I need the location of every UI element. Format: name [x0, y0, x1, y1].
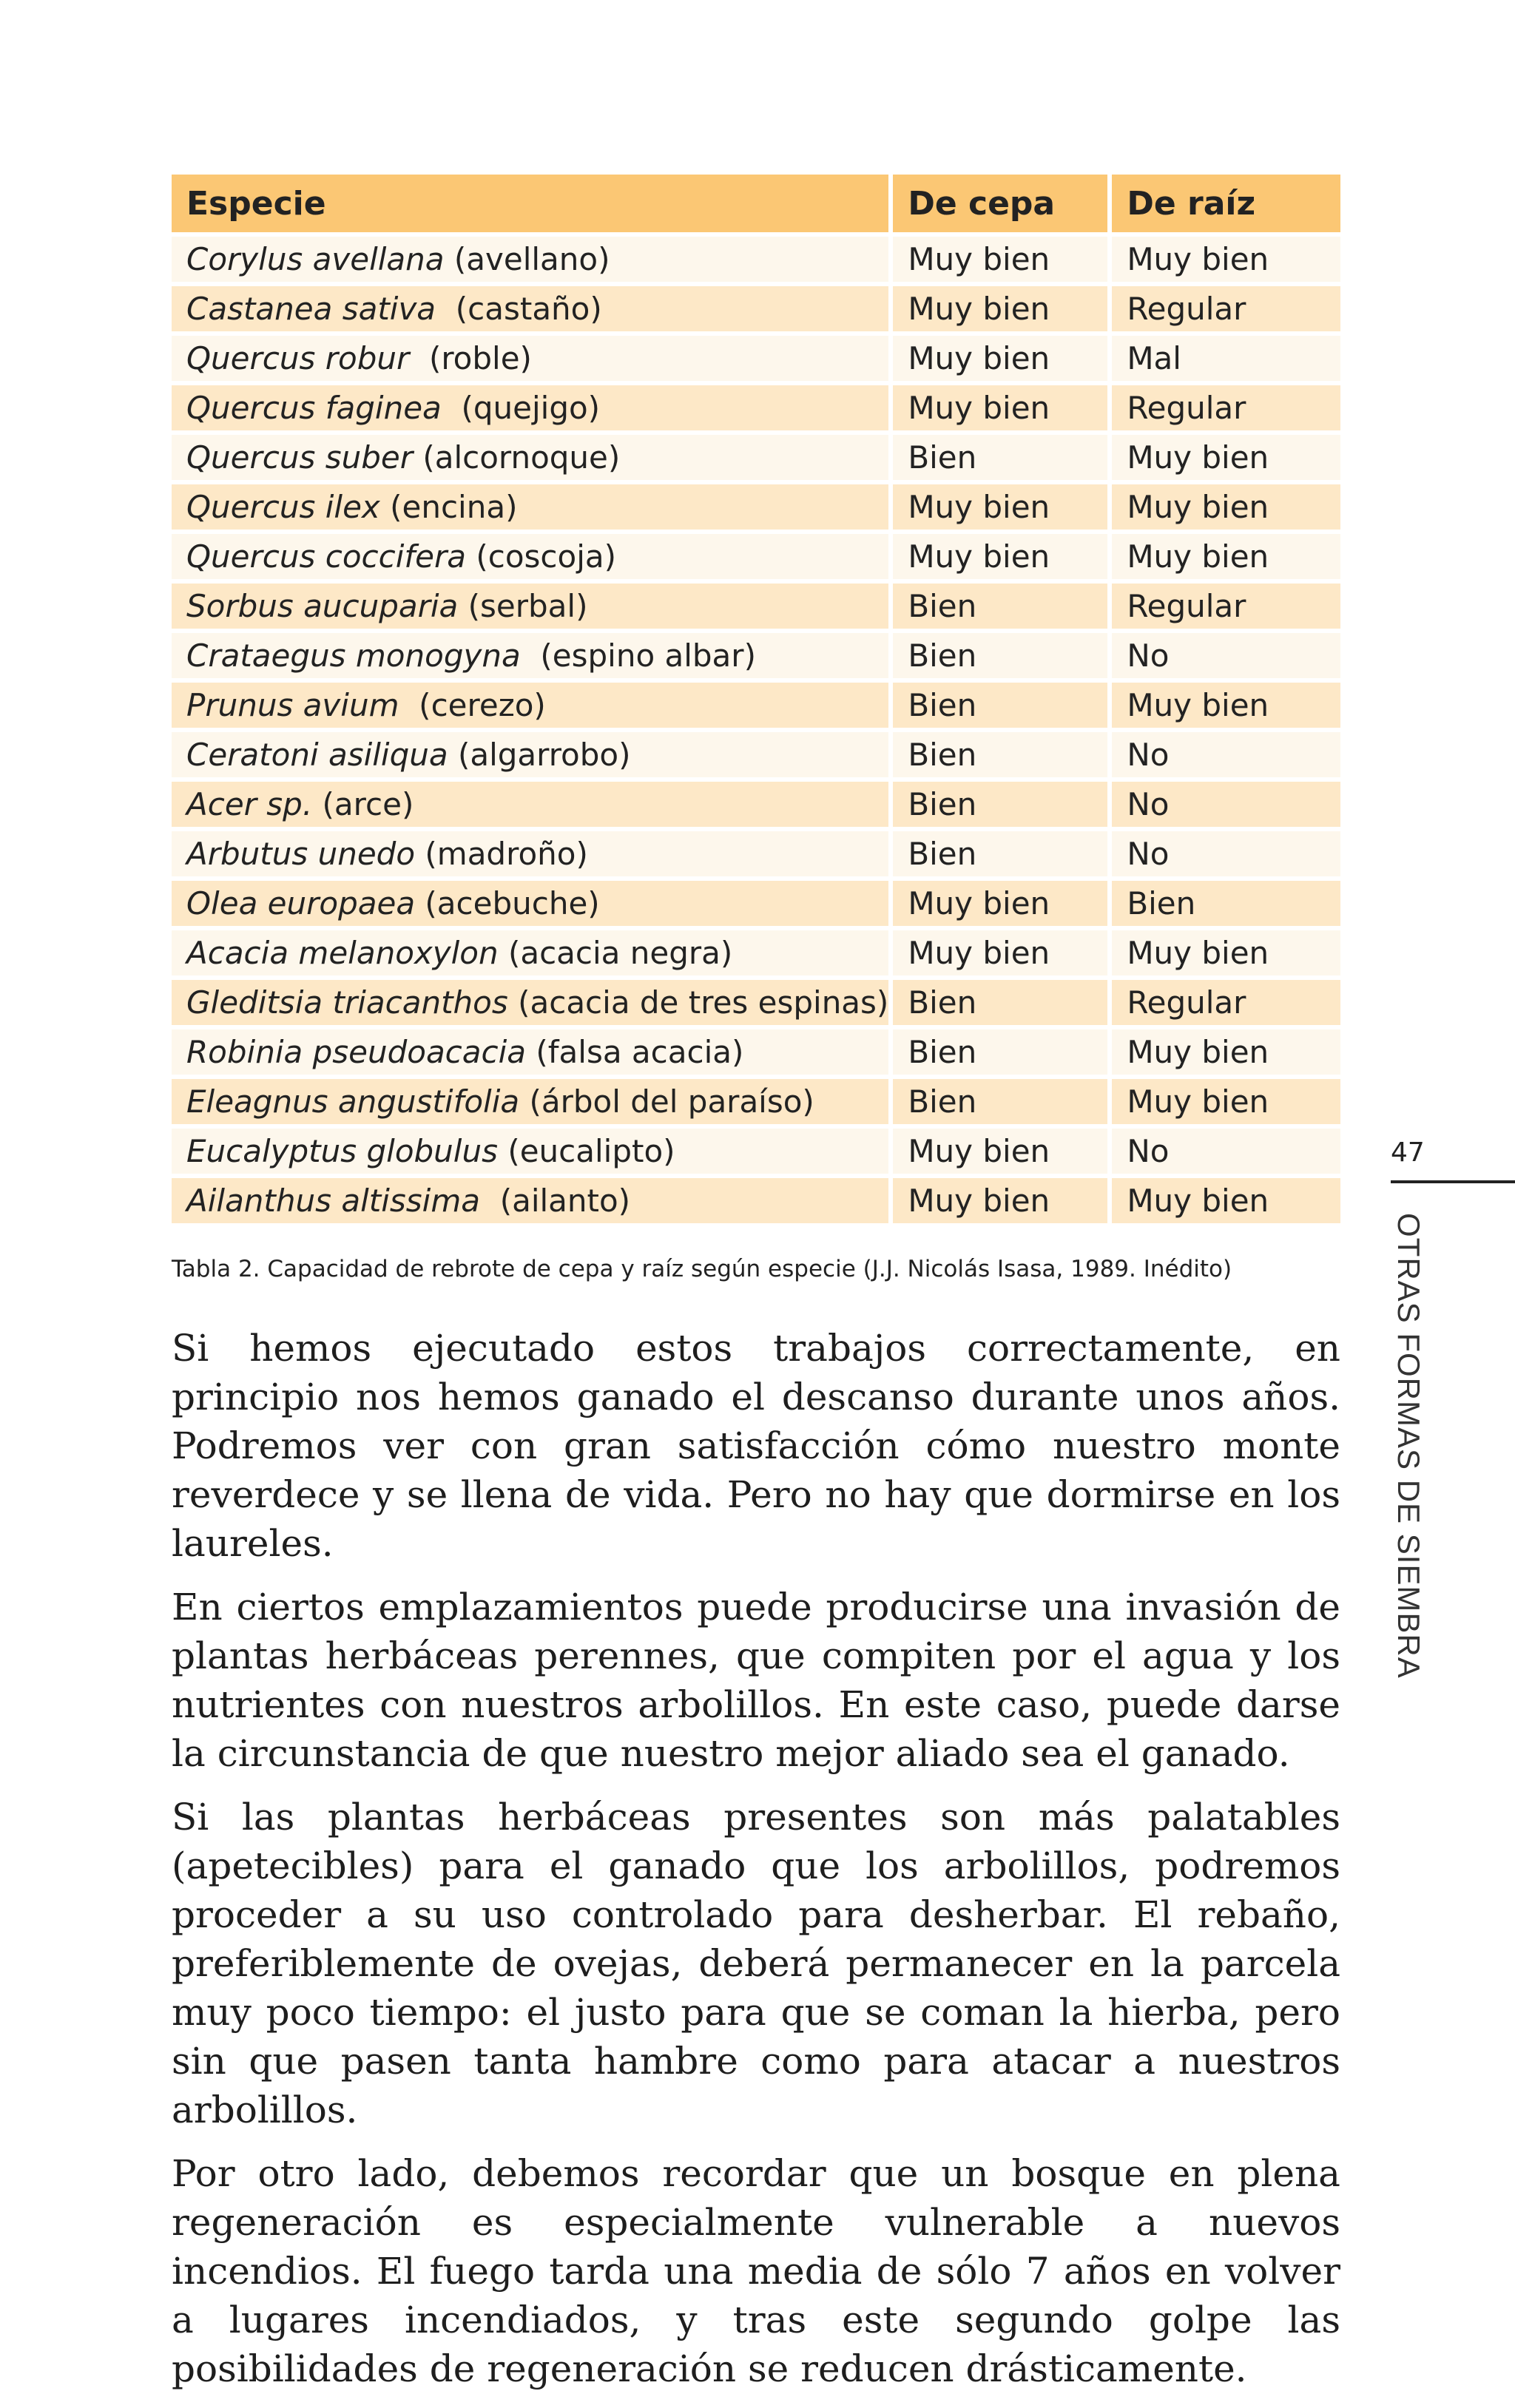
scientific-name: Acer sp.: [186, 786, 313, 822]
paragraph: En ciertos emplazamientos puede producirse una invasión de plantas herbáceas perennes, que compiten por el agua y los nutrientes con nuestros arbolillos. En este caso, puede darse la circunstancia de que nuestro mejor aliado sea el ganado.: [172, 1586, 1340, 1775]
common-name: (coscoja): [466, 538, 616, 575]
table-row: [172, 881, 1340, 926]
species-cell: [172, 930, 888, 975]
table-caption: Tabla 2. Capacidad de rebrote de cepa y raíz según especie (J.J. Nicolás Isasa, 1989. Inédito): [172, 1256, 1232, 1282]
paragraph: Si hemos ejecutado estos trabajos correctamente, en principio nos hemos ganado el descanso durante unos años. Podremos ver con gran satisfacción cómo nuestro monte reverdece y se llena de vida. Pero no hay que dormirse en los laureles.: [172, 1327, 1340, 1565]
species-cell: [172, 831, 888, 876]
species-cell: [172, 484, 888, 530]
species-cell: [172, 683, 888, 728]
scientific-name: Arbutus unedo: [186, 836, 416, 872]
scientific-name: Quercus faginea: [186, 390, 442, 426]
table-row: [172, 534, 1340, 579]
species-cell: [172, 584, 888, 629]
de-raiz-cell: No: [1107, 732, 1340, 777]
header-de-cepa: De cepa: [888, 175, 1107, 232]
species-cell: [172, 1079, 888, 1124]
scientific-name: Eucalyptus globulus: [186, 1133, 498, 1169]
common-name: (ailanto): [480, 1183, 631, 1219]
de-raiz-cell: Bien: [1107, 881, 1340, 926]
de-cepa-cell: Muy bien: [888, 881, 1107, 926]
de-raiz-cell: Regular: [1107, 980, 1340, 1025]
species-cell: [172, 534, 888, 579]
de-raiz-cell: Muy bien: [1107, 237, 1340, 282]
de-raiz-cell: No: [1107, 782, 1340, 827]
table-row: [172, 633, 1340, 678]
de-cepa-cell: Muy bien: [888, 286, 1107, 331]
scientific-name: Quercus robur: [186, 340, 410, 376]
de-raiz-cell: Muy bien: [1107, 1079, 1340, 1124]
paragraph: Por otro lado, debemos recordar que un bosque en plena regeneración es especialmente vulnerable a nuevos incendios. El fuego tarda una media de sólo 7 años en volver a lugares incendiados, y tras este segundo golpe las posibilidades de regeneración se reducen drásticamente.: [172, 2152, 1340, 2390]
scientific-name: Robinia pseudoacacia: [186, 1034, 527, 1070]
de-cepa-cell: Muy bien: [888, 336, 1107, 381]
margin-rule: [1391, 1180, 1515, 1183]
de-cepa-cell: Muy bien: [888, 1129, 1107, 1174]
scientific-name: Crataegus monogyna: [186, 637, 521, 674]
scientific-name: Corylus avellana: [186, 241, 445, 277]
species-cell: [172, 286, 888, 331]
table-row: [172, 286, 1340, 331]
scientific-name: Ailanthus altissima: [186, 1183, 480, 1219]
de-raiz-cell: Muy bien: [1107, 1029, 1340, 1075]
de-cepa-cell: Muy bien: [888, 930, 1107, 975]
de-raiz-cell: Muy bien: [1107, 534, 1340, 579]
scientific-name: Olea europaea: [186, 885, 416, 921]
species-cell: [172, 1029, 888, 1075]
de-cepa-cell: Bien: [888, 633, 1107, 678]
table-row: [172, 930, 1340, 975]
table-row: [172, 980, 1340, 1025]
species-cell: [172, 336, 888, 381]
de-raiz-cell: Muy bien: [1107, 435, 1340, 480]
de-raiz-cell: Regular: [1107, 286, 1340, 331]
common-name: (quejigo): [441, 390, 601, 426]
table-row: [172, 683, 1340, 728]
scientific-name: Eleagnus angustifolia: [186, 1083, 520, 1120]
table-row: [172, 831, 1340, 876]
common-name: (eucalipto): [497, 1133, 675, 1169]
de-cepa-cell: Muy bien: [888, 484, 1107, 530]
common-name: (acebuche): [415, 885, 600, 921]
de-raiz-cell: Regular: [1107, 584, 1340, 629]
de-raiz-cell: Muy bien: [1107, 930, 1340, 975]
header-de-raiz: De raíz: [1107, 175, 1340, 232]
table-row: [172, 1129, 1340, 1174]
species-cell: [172, 385, 888, 430]
de-raiz-cell: Mal: [1107, 336, 1340, 381]
common-name: (alcornoque): [413, 439, 621, 476]
species-cell: [172, 980, 888, 1025]
common-name: (acacia negra): [498, 935, 733, 971]
species-cell: [172, 435, 888, 480]
table-row: [172, 1029, 1340, 1075]
table-row: [172, 484, 1340, 530]
de-cepa-cell: Muy bien: [888, 237, 1107, 282]
scientific-name: Quercus ilex: [186, 489, 380, 525]
common-name: (arce): [312, 786, 414, 822]
de-cepa-cell: Bien: [888, 980, 1107, 1025]
scientific-name: Ceratoni asiliqua: [186, 737, 448, 773]
de-cepa-cell: Bien: [888, 732, 1107, 777]
species-cell: [172, 732, 888, 777]
table-header-row: [172, 175, 1340, 232]
table-row: [172, 435, 1340, 480]
table-body: [172, 237, 1340, 1223]
species-cell: [172, 237, 888, 282]
species-cell: [172, 1129, 888, 1174]
de-cepa-cell: Bien: [888, 584, 1107, 629]
common-name: (falsa acacia): [526, 1034, 744, 1070]
de-raiz-cell: No: [1107, 633, 1340, 678]
scientific-name: Sorbus aucuparia: [186, 588, 459, 624]
scientific-name: Prunus avium: [186, 687, 399, 723]
common-name: (madroño): [415, 836, 588, 872]
de-cepa-cell: Bien: [888, 1029, 1107, 1075]
de-cepa-cell: Bien: [888, 1079, 1107, 1124]
common-name: (castaño): [436, 291, 602, 327]
de-cepa-cell: Bien: [888, 782, 1107, 827]
de-raiz-cell: Muy bien: [1107, 683, 1340, 728]
de-cepa-cell: Bien: [888, 831, 1107, 876]
table-row: [172, 1178, 1340, 1223]
common-name: (acacia de tres espinas): [507, 984, 889, 1021]
common-name: (avellano): [444, 241, 610, 277]
header-especie: Especie: [172, 175, 888, 232]
de-cepa-cell: Bien: [888, 683, 1107, 728]
scientific-name: Quercus coccifera: [186, 538, 466, 575]
page-number: 47: [1391, 1137, 1425, 1168]
common-name: (serbal): [458, 588, 588, 624]
de-cepa-cell: Muy bien: [888, 385, 1107, 430]
common-name: (árbol del paraíso): [519, 1083, 814, 1120]
table-row: [172, 385, 1340, 430]
body-text: [172, 1324, 1340, 2408]
scientific-name: Castanea sativa: [186, 291, 436, 327]
de-raiz-cell: No: [1107, 831, 1340, 876]
species-cell: [172, 881, 888, 926]
species-resprout-table: [172, 170, 1340, 1228]
table-row: [172, 782, 1340, 827]
scientific-name: Acacia melanoxylon: [186, 935, 499, 971]
common-name: (algarrobo): [448, 737, 631, 773]
common-name: (espino albar): [520, 637, 756, 674]
de-raiz-cell: No: [1107, 1129, 1340, 1174]
common-name: (roble): [409, 340, 532, 376]
common-name: (cerezo): [399, 687, 546, 723]
de-cepa-cell: Muy bien: [888, 1178, 1107, 1223]
de-cepa-cell: Muy bien: [888, 534, 1107, 579]
de-raiz-cell: Regular: [1107, 385, 1340, 430]
table-row: [172, 584, 1340, 629]
common-name: (encina): [379, 489, 518, 525]
de-raiz-cell: Muy bien: [1107, 484, 1340, 530]
scientific-name: Quercus suber: [186, 439, 413, 476]
table-row: [172, 1079, 1340, 1124]
species-cell: [172, 633, 888, 678]
species-cell: [172, 782, 888, 827]
paragraph: Si las plantas herbáceas presentes son más palatables (apetecibles) para el ganado que los arbolillos, podremos proceder a su uso controlado para desherbar. El rebaño, preferiblemente de ovejas, deberá permanecer en la parcela muy poco tiempo: el justo para que se coman la hierba, pero sin que pasen tanta hambre como para atacar a nuestros arbolillos.: [172, 1796, 1340, 2131]
table-row: [172, 732, 1340, 777]
de-cepa-cell: Bien: [888, 435, 1107, 480]
table-row: [172, 237, 1340, 282]
scientific-name: Gleditsia triacanthos: [186, 984, 508, 1021]
section-title: OTRAS FORMAS DE SIEMBRA: [1391, 1213, 1426, 1679]
species-cell: [172, 1178, 888, 1223]
table-row: [172, 336, 1340, 381]
de-raiz-cell: Muy bien: [1107, 1178, 1340, 1223]
